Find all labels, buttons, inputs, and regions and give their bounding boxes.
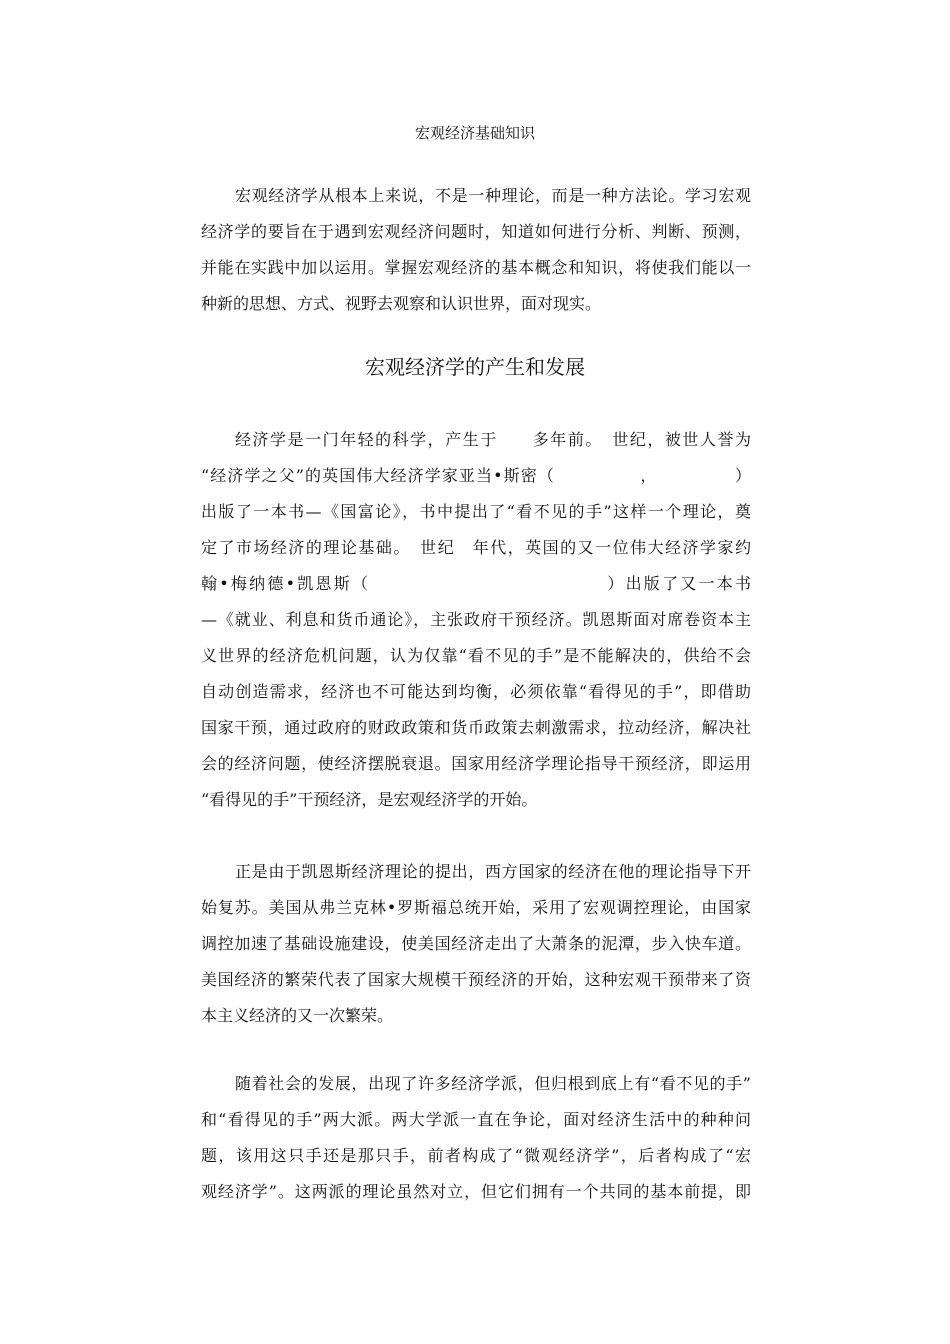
paragraph-line: 自动创造需求，经济也不可能达到均衡，必须依靠“看得见的手”，即借助: [201, 682, 751, 701]
paragraph-line: 调控加速了基础设施建设，使美国经济走出了大萧条的泥潭，步入快车道。: [201, 934, 751, 953]
paragraph-line: 国家干预，通过政府的财政政策和货币政策去刺激需求，拉动经济，解决社: [201, 718, 751, 737]
paragraph-line: 题，该用这只手还是那只手，前者构成了“微观经济学”，后者构成了“宏: [201, 1146, 751, 1165]
paragraph-schools: [201, 1066, 751, 1210]
paragraph-recovery: [201, 854, 751, 1034]
paragraph-line: 义世界的经济危机问题，认为仅靠“看不见的手”是不能解决的，供给不会: [201, 646, 751, 665]
paragraph-line: 定了市场经济的理论基础。 世纪 年代，英国的又一位伟大经济学家约: [201, 538, 751, 557]
section-heading: 宏观经济学的产生和发展: [365, 355, 585, 379]
paragraph-intro: [201, 178, 751, 322]
paragraph-line: 经济学的要旨在于遇到宏观经济问题时，知道如何进行分析、判断、预测，: [201, 222, 751, 241]
paragraph-line: 出版了一本书—《国富论》，书中提出了“看不见的手”这样一个理论，奠: [201, 502, 751, 521]
paragraph-line: 始复苏。美国从弗兰克林•罗斯福总统开始，采用了宏观调控理论，由国家: [201, 898, 751, 917]
paragraph-line: 宏观经济学从根本上来说，不是一种理论，而是一种方法论。学习宏观: [235, 186, 751, 205]
paragraph-line: “经济学之父”的英国伟大经济学家亚当•斯密（ ， ）: [201, 466, 751, 485]
paragraph-line: 和“看得见的手”两大派。两大学派一直在争论，面对经济生活中的种种问: [201, 1110, 751, 1129]
paragraph-line: 种新的思想、方式、视野去观察和认识世界，面对现实。: [201, 294, 602, 313]
paragraph-origin: [201, 422, 751, 818]
paragraph-line: 正是由于凯恩斯经济理论的提出，西方国家的经济在他的理论指导下开: [235, 862, 751, 881]
paragraph-line: 经济学是一门年轻的科学，产生于 多年前。 世纪，被世人誉为: [235, 430, 751, 449]
paragraph-line: 观经济学”。这两派的理论虽然对立，但它们拥有一个共同的基本前提，即: [201, 1182, 751, 1201]
paragraph-line: —《就业、利息和货币通论》，主张政府干预经济。凯恩斯面对席卷资本主: [201, 610, 751, 629]
paragraph-line: 美国经济的繁荣代表了国家大规模干预经济的开始，这种宏观干预带来了资: [201, 970, 751, 989]
document-title: 宏观经济基础知识: [414, 124, 535, 142]
paragraph-line: 随着社会的发展，出现了许多经济学派，但归根到底上有“看不见的手”: [235, 1074, 751, 1093]
paragraph-line: 会的经济问题，使经济摆脱衰退。国家用经济学理论指导干预经济，即运用: [201, 754, 751, 773]
paragraph-line: “看得见的手”干预经济，是宏观经济学的开始。: [201, 790, 538, 809]
paragraph-line: 并能在实践中加以运用。掌握宏观经济的基本概念和知识，将使我们能以一: [201, 258, 751, 277]
paragraph-line: 本主义经济的又一次繁荣。: [201, 1006, 394, 1025]
paragraph-line: 翰•梅纳德•凯恩斯（ ）出版了又一本书: [201, 574, 751, 593]
